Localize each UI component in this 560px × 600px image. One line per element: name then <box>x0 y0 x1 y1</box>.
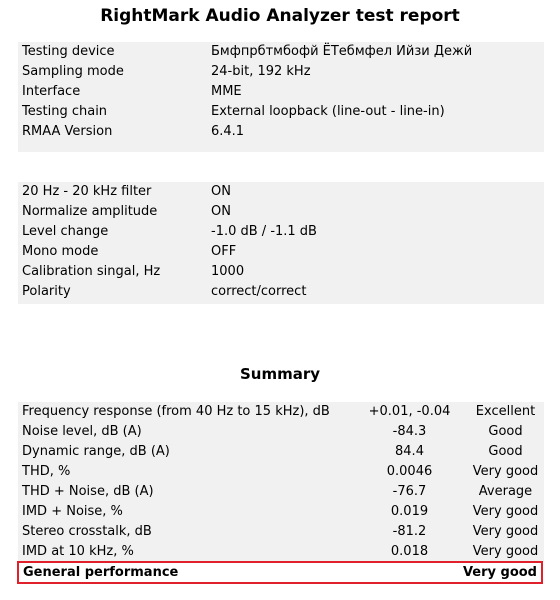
setting-key: Level change <box>22 224 109 239</box>
summary-row <box>18 542 544 562</box>
setting-value: OFF <box>211 244 237 259</box>
summary-param: Dynamic range, dB (A) <box>22 444 170 459</box>
summary-rating: Good <box>488 424 523 439</box>
info-row <box>18 122 544 142</box>
summary-rating: Average <box>478 484 533 499</box>
setting-value: ON <box>211 184 231 199</box>
info-key: Interface <box>22 84 81 99</box>
general-performance-label: General performance <box>23 565 179 580</box>
setting-key: Polarity <box>22 284 71 299</box>
setting-row <box>18 202 544 222</box>
setting-value: ON <box>211 204 231 219</box>
summary-rating: Very good <box>472 524 539 539</box>
summary-value: 0.0046 <box>386 464 433 479</box>
summary-row <box>18 522 544 542</box>
summary-value: +0.01, -0.04 <box>368 404 451 419</box>
setting-value: 1000 <box>211 264 245 279</box>
summary-row <box>18 402 544 422</box>
setting-value: -1.0 dB / -1.1 dB <box>211 224 317 239</box>
summary-param: Noise level, dB (A) <box>22 424 142 439</box>
info-key: Testing device <box>22 44 115 59</box>
setting-key: 20 Hz - 20 kHz filter <box>22 184 152 199</box>
report-title: RightMark Audio Analyzer test report <box>100 6 460 26</box>
setting-row <box>18 222 544 242</box>
summary-param: Stereo crosstalk, dB <box>22 524 152 539</box>
summary-row <box>18 502 544 522</box>
summary-value: -84.3 <box>392 424 427 439</box>
general-performance-rating: Very good <box>462 565 537 580</box>
info-value: MME <box>211 84 242 99</box>
general-performance-row <box>17 561 543 584</box>
summary-value: 84.4 <box>395 444 424 459</box>
summary-row <box>18 482 544 502</box>
summary-heading: Summary <box>239 365 321 383</box>
summary-row <box>18 422 544 442</box>
info-key: RMAA Version <box>22 124 113 139</box>
summary-param: THD + Noise, dB (A) <box>22 484 154 499</box>
summary-rating: Very good <box>472 544 539 559</box>
summary-value: -76.7 <box>392 484 427 499</box>
info-row <box>18 102 544 122</box>
summary-rating: Very good <box>472 464 539 479</box>
info-value: 6.4.1 <box>211 124 245 139</box>
summary-param: IMD at 10 kHz, % <box>22 544 134 559</box>
setting-value: correct/correct <box>211 284 307 299</box>
setting-row <box>18 182 544 202</box>
summary-table <box>18 402 544 562</box>
setting-row <box>18 262 544 282</box>
info-value: Бмфпрбтмбофй ЁТебмфел Ийзи Дежй <box>211 44 473 59</box>
summary-row <box>18 442 544 462</box>
summary-row <box>18 462 544 482</box>
info-value: 24-bit, 192 kHz <box>211 64 311 79</box>
info-row <box>18 42 544 62</box>
summary-rating: Good <box>488 444 523 459</box>
setting-key: Calibration singal, Hz <box>22 264 161 279</box>
setting-key: Normalize amplitude <box>22 204 158 219</box>
summary-param: Frequency response (from 40 Hz to 15 kHz), dB <box>22 404 330 419</box>
summary-param: THD, % <box>22 464 71 479</box>
summary-rating: Very good <box>472 504 539 519</box>
setting-key: Mono mode <box>22 244 99 259</box>
setting-row <box>18 242 544 262</box>
info-key: Testing chain <box>22 104 108 119</box>
info-value: External loopback (line-out - line-in) <box>211 104 445 119</box>
summary-value: 0.018 <box>390 544 429 559</box>
summary-rating: Excellent <box>475 404 536 419</box>
info-row <box>18 82 544 102</box>
device-info-table <box>18 42 544 152</box>
summary-param: IMD + Noise, % <box>22 504 123 519</box>
setting-row <box>18 282 544 302</box>
info-row <box>18 62 544 82</box>
info-key: Sampling mode <box>22 64 124 79</box>
settings-table <box>18 182 544 304</box>
summary-value: -81.2 <box>392 524 427 539</box>
summary-value: 0.019 <box>390 504 429 519</box>
